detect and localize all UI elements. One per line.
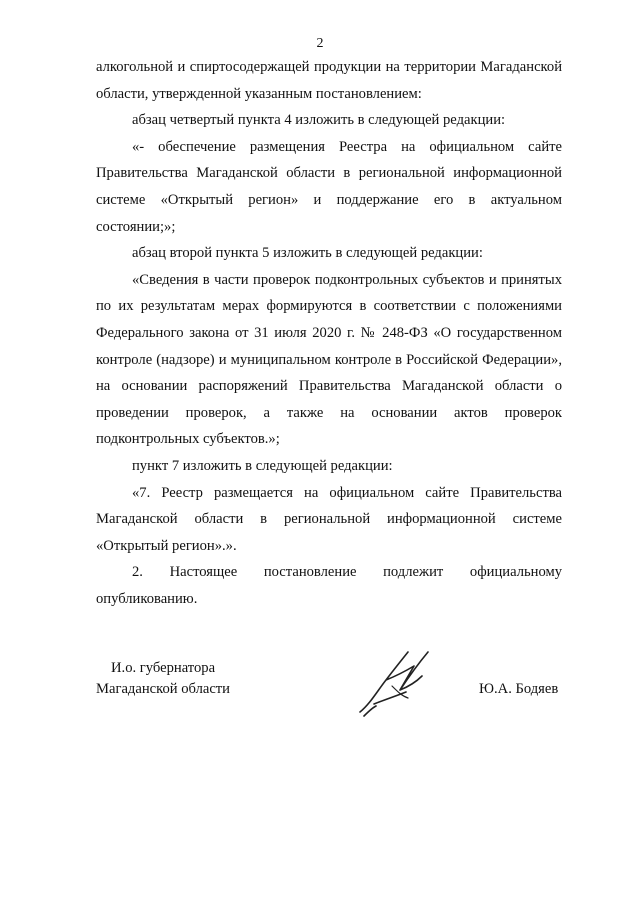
paragraph-amend-7: пункт 7 изложить в следующей редакции: bbox=[132, 457, 393, 474]
paragraph-quote-5: «Сведения в части проверок подконтрольных субъектов и принятых по их результатам мерах формируются в соответствии с положениями Федерального закона от 31 июля 2020 г. № 248-ФЗ «О государственном контроле (надзоре) и муниципальном контроле в Российской Федерации», на основании распоряжений Правительства Магаданской области о проведении проверок, а также на основании актов проверок подконтрольных субъектов.»; bbox=[96, 271, 562, 448]
handwritten-signature bbox=[356, 646, 440, 718]
paragraph-continuation: алкогольной и спиртосодержащей продукции на территории Магаданской области, утвержденной указанным постановлением: bbox=[96, 59, 562, 102]
signatory-title bbox=[96, 658, 230, 700]
signatory-title-line2: Магаданской области bbox=[96, 681, 230, 697]
signatory-title-line1: И.о. губернатора bbox=[111, 660, 216, 676]
paragraph-publication: 2. Настоящее постановление подлежит официальному опубликованию. bbox=[96, 564, 562, 607]
signatory-name: Ю.А. Бодяев bbox=[479, 681, 559, 697]
document-body bbox=[96, 54, 562, 612]
paragraph-amend-5: абзац второй пункта 5 изложить в следующей редакции: bbox=[132, 245, 483, 262]
paragraph-amend-4: абзац четвертый пункта 4 изложить в следующей редакции: bbox=[132, 112, 506, 129]
page-number: 2 bbox=[316, 36, 324, 51]
paragraph-quote-4: «- обеспечение размещения Реестра на официальном сайте Правительства Магаданской области в региональной информационной системе «Открытый регион» и поддержание его в актуальном состоянии;»; bbox=[96, 138, 562, 235]
paragraph-quote-7: «7. Реестр размещается на официальном сайте Правительства Магаданской области в региональной информационной системе «Открытый регион».». bbox=[96, 484, 562, 554]
